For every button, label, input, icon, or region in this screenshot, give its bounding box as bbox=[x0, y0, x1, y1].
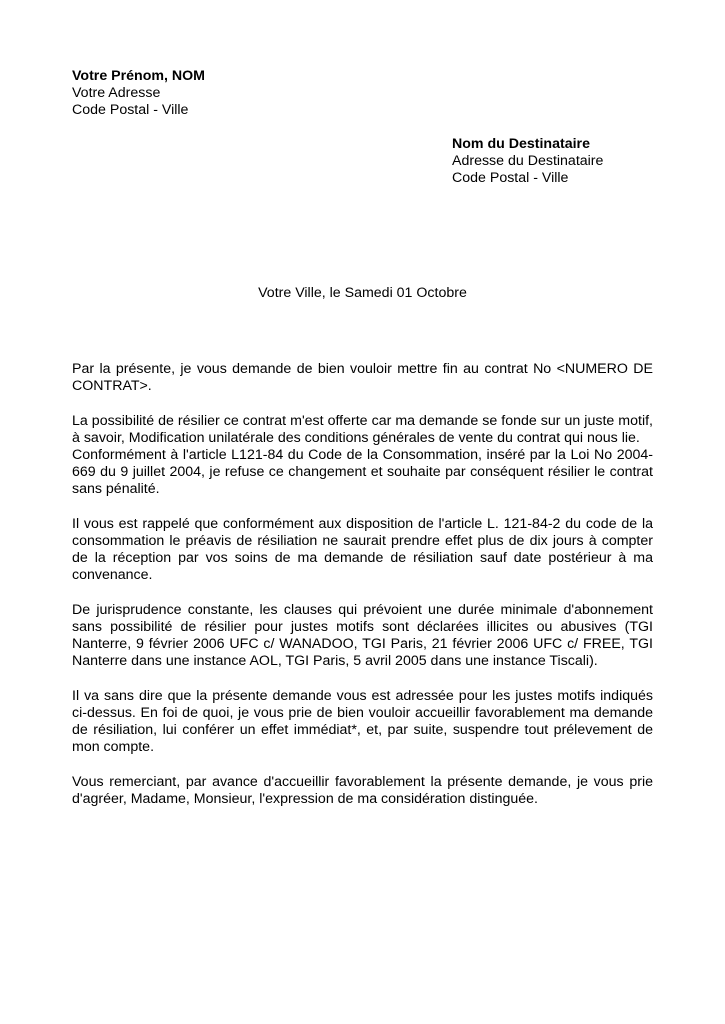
paragraph-notice-period: Il vous est rappelé que conformément aux disposition de l'article L. 121-84-2 du code de la consommation le préavis de résiliation ne saurait prendre effet plus de dix jours à compter de la réception par vos soins de ma demande de résiliation sauf date postérieur à ma convenance. bbox=[72, 515, 653, 584]
paragraph-request: Par la présente, je vous demande de bien vouloir mettre fin au contrat No <NUMERO DE CONTRAT>. bbox=[72, 361, 653, 395]
recipient-block bbox=[452, 136, 603, 188]
sender-address: Votre Adresse bbox=[72, 85, 161, 102]
sender-city: Code Postal - Ville bbox=[72, 102, 189, 119]
sender-block bbox=[72, 68, 205, 120]
recipient-name: Nom du Destinataire bbox=[452, 136, 590, 152]
paragraph-jurisprudence: De jurisprudence constante, les clauses qui prévoient une durée minimale d'abonnement sans possibilité de résilier pour justes motifs sont déclarées illicites ou abusives (TGI Nanterre, 9 février 2006 UFC c/ WANADOO, TGI Paris, 21 février 2006 UFC c/ FREE, TGI Nanterre dans une instance AOL, TGI Paris, 5 avril 2005 dans une instance Tiscali). bbox=[72, 601, 653, 670]
paragraph-conclusion: Il va sans dire que la présente demande vous est adressée pour les justes motifs indiqués ci-dessus. En foi de quoi, je vous prie de bien vouloir accueillir favorablement ma demande de résiliation, lui conférer un effet immédiat*, et, par suite, suspendre tout prélevement de mon compte. bbox=[72, 687, 653, 756]
sender-name: Votre Prénom, NOM bbox=[72, 68, 205, 84]
recipient-city: Code Postal - Ville bbox=[452, 170, 569, 187]
paragraph-justification: La possibilité de résilier ce contrat m'est offerte car ma demande se fonde sur un juste motif, à savoir, Modification unilatérale des conditions générales de vente du contrat qui nous lie. bbox=[72, 412, 653, 446]
paragraph-legal-basis: Conformément à l'article L121-84 du Code de la Consommation, inséré par la Loi No 2004-669 du 9 juillet 2004, je refuse ce changement et souhaite par conséquent résilier le contrat sans pénalité. bbox=[72, 447, 653, 498]
paragraph-closing: Vous remerciant, par avance d'accueillir favorablement la présente demande, je vous prie d'agréer, Madame, Monsieur, l'expression de ma considération distinguée. bbox=[72, 773, 653, 807]
recipient-address: Adresse du Destinataire bbox=[452, 153, 604, 170]
letter-body bbox=[72, 361, 653, 808]
date-line: Votre Ville, le Samedi 01 Octobre bbox=[258, 285, 467, 301]
